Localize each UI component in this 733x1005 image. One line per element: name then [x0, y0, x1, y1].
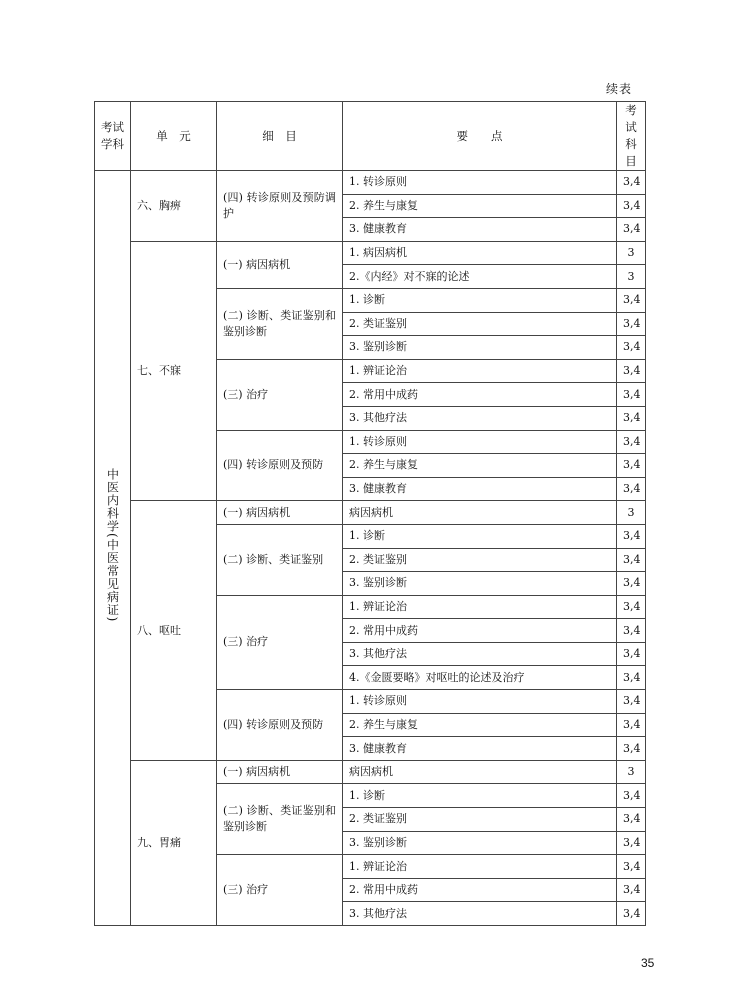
unit-cell: 九、胃痛: [131, 760, 217, 925]
level-cell: 3,4: [617, 595, 646, 619]
level-cell: 3: [617, 501, 646, 525]
header-detail: 细 目: [217, 102, 343, 171]
detail-cell: (三) 治疗: [217, 855, 343, 926]
detail-cell: (二) 诊断、类证鉴别和鉴别诊断: [217, 288, 343, 359]
point-cell: 1. 辨证论治: [343, 855, 617, 879]
header-row: [95, 102, 646, 171]
point-cell: 3. 健康教育: [343, 737, 617, 761]
point-cell: 1. 辨证论治: [343, 359, 617, 383]
table-row: [95, 171, 646, 195]
point-cell: 2. 养生与康复: [343, 713, 617, 737]
subject-label: 中医内科学(中医常见病证): [105, 468, 120, 623]
point-cell: 2. 常用中成药: [343, 383, 617, 407]
level-cell: 3,4: [617, 406, 646, 430]
level-cell: 3: [617, 265, 646, 289]
point-cell: 2.《内经》对不寐的论述: [343, 265, 617, 289]
level-cell: 3,4: [617, 430, 646, 454]
point-cell: 1. 病因病机: [343, 241, 617, 265]
detail-cell: (四) 转诊原则及预防: [217, 430, 343, 501]
point-cell: 3. 健康教育: [343, 477, 617, 501]
header-level: 考试科目: [617, 102, 646, 171]
level-cell: 3,4: [617, 477, 646, 501]
level-cell: 3: [617, 760, 646, 784]
level-cell: 3,4: [617, 808, 646, 832]
level-cell: 3,4: [617, 454, 646, 478]
level-cell: 3,4: [617, 855, 646, 879]
detail-cell: (三) 治疗: [217, 595, 343, 689]
point-cell: 3. 其他疗法: [343, 642, 617, 666]
detail-cell: (二) 诊断、类证鉴别和鉴别诊断: [217, 784, 343, 855]
level-cell: 3: [617, 241, 646, 265]
point-cell: 病因病机: [343, 760, 617, 784]
table-row: [95, 760, 646, 784]
page-number: 35: [641, 956, 655, 970]
level-cell: 3,4: [617, 784, 646, 808]
point-cell: 病因病机: [343, 501, 617, 525]
detail-cell: (一) 病因病机: [217, 241, 343, 288]
detail-cell: (一) 病因病机: [217, 501, 343, 525]
point-cell: 1. 诊断: [343, 288, 617, 312]
table-header: [95, 102, 646, 171]
level-cell: 3,4: [617, 831, 646, 855]
level-cell: 3,4: [617, 878, 646, 902]
header-unit: 单 元: [131, 102, 217, 171]
detail-cell: (三) 治疗: [217, 359, 343, 430]
header-subject: 考试学科: [95, 102, 131, 171]
point-cell: 3. 健康教育: [343, 218, 617, 242]
point-cell: 1. 诊断: [343, 784, 617, 808]
level-cell: 3,4: [617, 619, 646, 643]
point-cell: 2. 养生与康复: [343, 194, 617, 218]
level-cell: 3,4: [617, 218, 646, 242]
point-cell: 3. 鉴别诊断: [343, 572, 617, 596]
unit-cell: 六、胸痹: [131, 171, 217, 242]
unit-cell: 八、呕吐: [131, 501, 217, 761]
point-cell: 2. 养生与康复: [343, 454, 617, 478]
point-cell: 2. 类证鉴别: [343, 548, 617, 572]
point-cell: 2. 常用中成药: [343, 619, 617, 643]
detail-cell: (一) 病因病机: [217, 760, 343, 784]
point-cell: 1. 转诊原则: [343, 430, 617, 454]
unit-cell: 七、不寐: [131, 241, 217, 501]
point-cell: 2. 类证鉴别: [343, 312, 617, 336]
point-cell: 3. 其他疗法: [343, 406, 617, 430]
header-point: 要 点: [343, 102, 617, 171]
point-cell: 3. 其他疗法: [343, 902, 617, 926]
level-cell: 3,4: [617, 666, 646, 690]
point-cell: 4.《金匮要略》对呕吐的论述及治疗: [343, 666, 617, 690]
point-cell: 1. 诊断: [343, 524, 617, 548]
level-cell: 3,4: [617, 572, 646, 596]
level-cell: 3,4: [617, 737, 646, 761]
level-cell: 3,4: [617, 383, 646, 407]
detail-cell: (二) 诊断、类证鉴别: [217, 524, 343, 595]
level-cell: 3,4: [617, 690, 646, 714]
point-cell: 2. 类证鉴别: [343, 808, 617, 832]
level-cell: 3,4: [617, 902, 646, 926]
point-cell: 1. 辨证论治: [343, 595, 617, 619]
table-row: [95, 241, 646, 265]
point-cell: 3. 鉴别诊断: [343, 831, 617, 855]
point-cell: 1. 转诊原则: [343, 690, 617, 714]
detail-cell: (四) 转诊原则及预防: [217, 690, 343, 761]
level-cell: 3,4: [617, 642, 646, 666]
level-cell: 3,4: [617, 524, 646, 548]
level-cell: 3,4: [617, 336, 646, 360]
level-cell: 3,4: [617, 359, 646, 383]
table-body: [95, 171, 646, 926]
level-cell: 3,4: [617, 312, 646, 336]
level-cell: 3,4: [617, 713, 646, 737]
level-cell: 3,4: [617, 194, 646, 218]
level-cell: 3,4: [617, 171, 646, 195]
detail-cell: (四) 转诊原则及预防调护: [217, 171, 343, 242]
syllabus-table: [94, 101, 646, 926]
subject-cell: [95, 171, 131, 926]
point-cell: 1. 转诊原则: [343, 171, 617, 195]
continued-table-label: 续表: [606, 82, 633, 96]
point-cell: 3. 鉴别诊断: [343, 336, 617, 360]
point-cell: 2. 常用中成药: [343, 878, 617, 902]
table-row: [95, 501, 646, 525]
level-cell: 3,4: [617, 288, 646, 312]
level-cell: 3,4: [617, 548, 646, 572]
